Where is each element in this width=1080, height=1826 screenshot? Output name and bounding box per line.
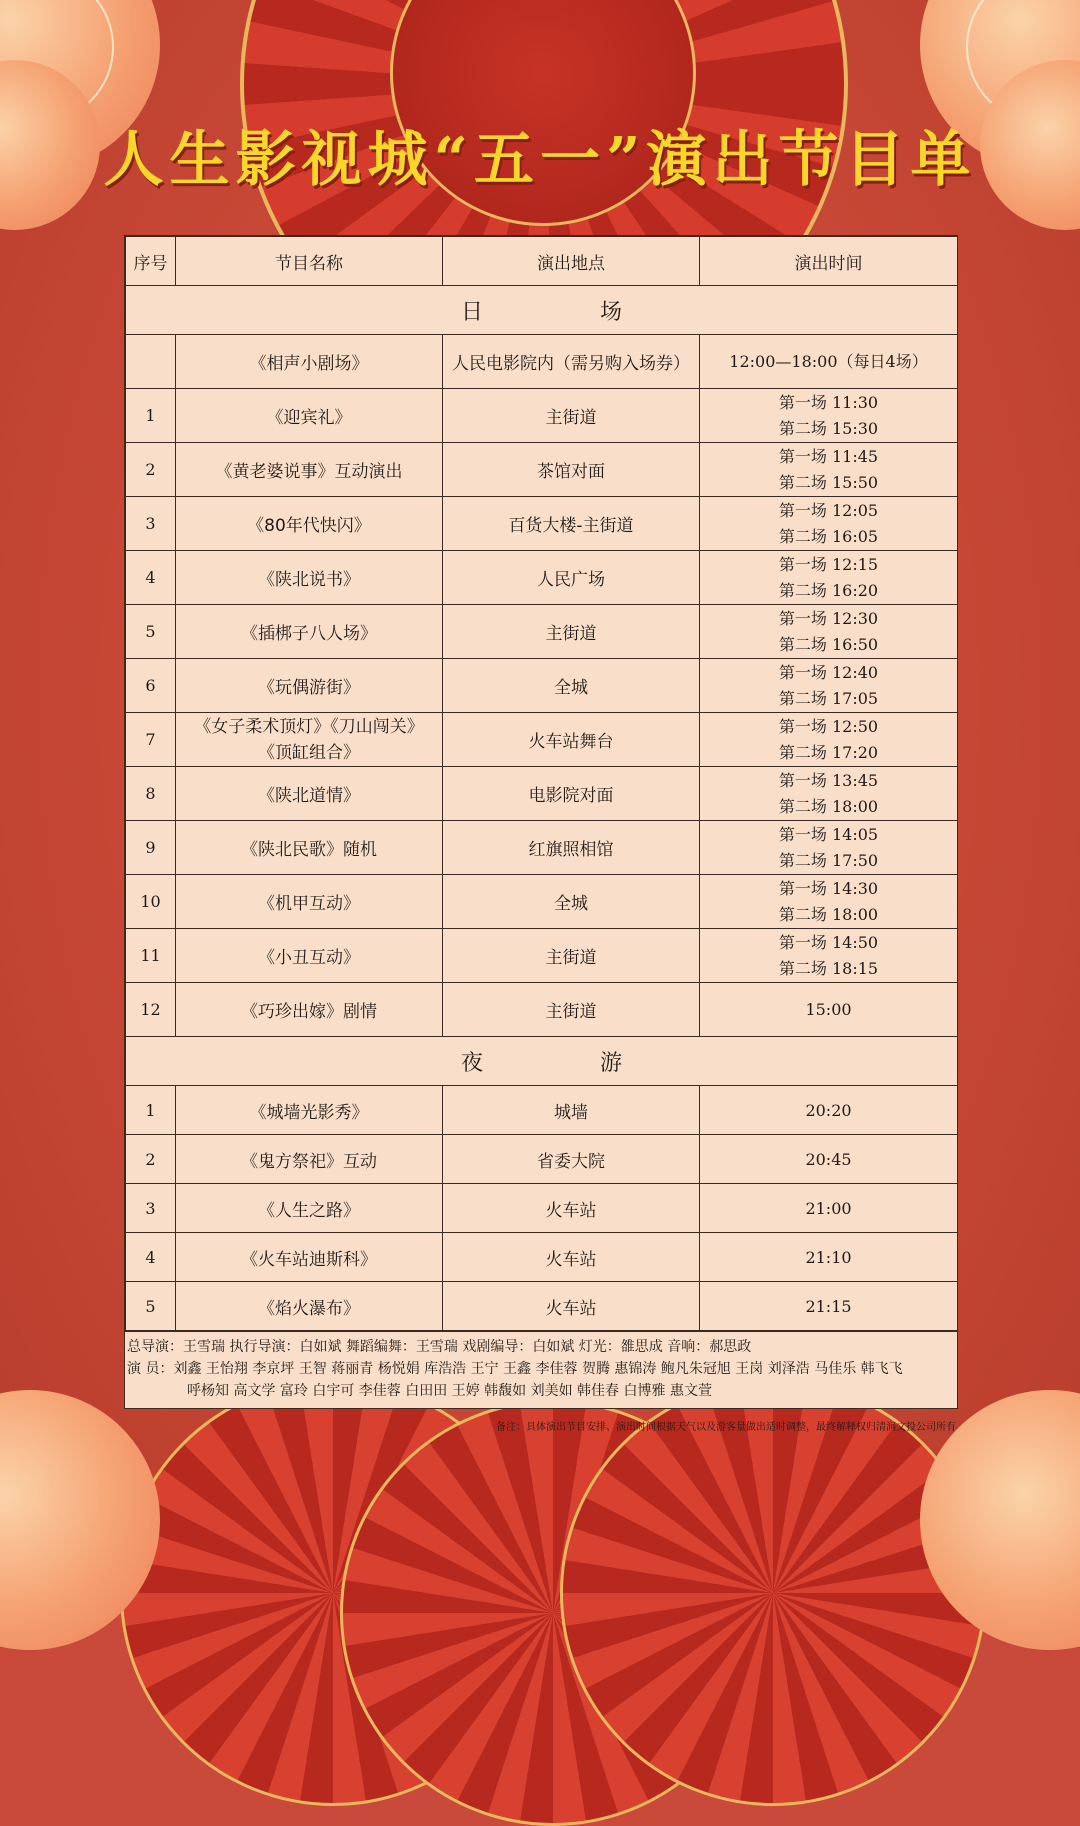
table-row xyxy=(126,1282,958,1331)
row-number: 8 xyxy=(126,767,176,821)
credits xyxy=(125,1331,957,1408)
table-row xyxy=(126,767,958,821)
table-header-row xyxy=(126,237,958,286)
row-number: 12 xyxy=(126,983,176,1037)
footnote: 备注：具体演出节目安排、演出时间根据天气以及游客量做出适时调整，最终解释权归清涧文投公司所有 xyxy=(496,1422,956,1433)
table-row xyxy=(126,983,958,1037)
location: 全城 xyxy=(443,659,700,713)
header-number: 序号 xyxy=(126,237,176,286)
location: 电影院对面 xyxy=(443,767,700,821)
program-name: 《巧珍出嫁》剧情 xyxy=(176,983,443,1037)
row-number: 1 xyxy=(126,389,176,443)
program-name: 《焰火瀑布》 xyxy=(176,1282,443,1331)
show-time: 第二场 16:20 xyxy=(778,580,879,600)
location: 全城 xyxy=(443,875,700,929)
program-name: 《陕北民歌》随机 xyxy=(176,821,443,875)
show-time: 21:15 xyxy=(700,1282,958,1331)
program-name: 《玩偶游街》 xyxy=(176,659,443,713)
program-name: 《小丑互动》 xyxy=(176,929,443,983)
show-time: 第二场 17:05 xyxy=(778,688,879,708)
row-number: 5 xyxy=(126,605,176,659)
show-time: 21:10 xyxy=(700,1233,958,1282)
location: 人民广场 xyxy=(443,551,700,605)
table-row xyxy=(126,875,958,929)
location: 火车站 xyxy=(443,1184,700,1233)
table-row xyxy=(126,389,958,443)
show-times xyxy=(700,659,958,713)
program-name: 《城墙光影秀》 xyxy=(176,1086,443,1135)
page-title: 人生影视城“五一”演出节目单 xyxy=(103,125,977,195)
table-row xyxy=(126,1086,958,1135)
show-time: 第二场 18:00 xyxy=(778,904,879,924)
row-number: 10 xyxy=(126,875,176,929)
location: 百货大楼-主街道 xyxy=(443,497,700,551)
location: 城墙 xyxy=(443,1086,700,1135)
location: 人民电影院内（需另购入场券） xyxy=(443,335,700,389)
location: 茶馆对面 xyxy=(443,443,700,497)
program-name: 《鬼方祭祀》互动 xyxy=(176,1135,443,1184)
show-time: 第一场 13:45 xyxy=(778,770,879,790)
show-times xyxy=(700,335,958,389)
show-time: 第一场 14:30 xyxy=(778,878,879,898)
location: 主街道 xyxy=(443,929,700,983)
row-number xyxy=(126,335,176,389)
row-number: 3 xyxy=(126,1184,176,1233)
show-times xyxy=(700,929,958,983)
location: 主街道 xyxy=(443,983,700,1037)
location: 火车站舞台 xyxy=(443,713,700,767)
show-time: 第二场 17:20 xyxy=(778,742,879,762)
table-row xyxy=(126,929,958,983)
row-number: 9 xyxy=(126,821,176,875)
location: 主街道 xyxy=(443,389,700,443)
row-number: 4 xyxy=(126,1233,176,1282)
row-number: 5 xyxy=(126,1282,176,1331)
program-name: 《80年代快闪》 xyxy=(176,497,443,551)
show-time: 第一场 12:15 xyxy=(778,554,879,574)
show-times xyxy=(700,821,958,875)
credits-cast-continued: 呼杨知 高文学 富玲 白宇可 李佳蓉 白田田 王婷 韩馥如 刘美如 韩佳春 白博雅 惠文萱 xyxy=(187,1383,712,1399)
show-time: 第一场 11:45 xyxy=(778,446,879,466)
show-times xyxy=(700,605,958,659)
row-number: 7 xyxy=(126,713,176,767)
table-row xyxy=(126,551,958,605)
show-time: 20:20 xyxy=(700,1086,958,1135)
location: 红旗照相馆 xyxy=(443,821,700,875)
row-number: 11 xyxy=(126,929,176,983)
table-row xyxy=(126,497,958,551)
program-name xyxy=(176,713,443,767)
table-row xyxy=(126,335,958,389)
credits-cast: 演 员：刘鑫 王怡翔 李京坪 王智 蒋丽青 杨悦娟 库浩浩 王宁 王鑫 李佳蓉 贺腾 惠锦涛 鲍凡朱冠旭 王岗 刘泽浩 马佳乐 韩飞飞 xyxy=(127,1361,903,1377)
location: 主街道 xyxy=(443,605,700,659)
show-time: 第二场 15:50 xyxy=(778,472,879,492)
show-time: 第二场 18:15 xyxy=(778,958,879,978)
table-row xyxy=(126,821,958,875)
program-name-line: 《顶缸组合》 xyxy=(258,742,360,763)
program-name: 《黄老婆说事》互动演出 xyxy=(176,443,443,497)
table-row xyxy=(126,713,958,767)
table-row xyxy=(126,443,958,497)
credits-directors: 总导演：王雪瑞 执行导演：白如斌 舞蹈编舞：王雪瑞 戏剧编导：白如斌 灯光：雒思成 音响：郝思政 xyxy=(127,1339,752,1355)
show-time: 20:45 xyxy=(700,1135,958,1184)
show-time: 第一场 12:40 xyxy=(778,662,879,682)
program-name: 《人生之路》 xyxy=(176,1184,443,1233)
program-name: 《机甲互动》 xyxy=(176,875,443,929)
location: 省委大院 xyxy=(443,1135,700,1184)
program-name: 《迎宾礼》 xyxy=(176,389,443,443)
show-times xyxy=(700,767,958,821)
program-name: 《插梆子八人场》 xyxy=(176,605,443,659)
header-time: 演出时间 xyxy=(700,237,958,286)
night-section-title: 夜 游 xyxy=(461,1050,622,1076)
row-number: 6 xyxy=(126,659,176,713)
row-number: 4 xyxy=(126,551,176,605)
row-number: 3 xyxy=(126,497,176,551)
row-number: 2 xyxy=(126,1135,176,1184)
location: 火车站 xyxy=(443,1282,700,1331)
show-time: 第一场 14:50 xyxy=(778,932,879,952)
row-number: 1 xyxy=(126,1086,176,1135)
program-name: 《相声小剧场》 xyxy=(176,335,443,389)
program-name-line: 《女子柔术顶灯》《刀山闯关》 xyxy=(194,716,424,737)
show-times xyxy=(700,875,958,929)
show-time: 第二场 16:05 xyxy=(778,526,879,546)
show-times xyxy=(700,497,958,551)
table-row xyxy=(126,1135,958,1184)
day-section-row xyxy=(126,286,958,335)
header-location: 演出地点 xyxy=(443,237,700,286)
decorative-fan-bottom-right xyxy=(560,1380,986,1806)
show-time: 第一场 12:50 xyxy=(778,716,879,736)
table-row xyxy=(126,605,958,659)
table-row xyxy=(126,1184,958,1233)
day-section-title: 日 场 xyxy=(461,299,622,325)
show-time: 12:00—18:00（每日4场） xyxy=(729,351,928,371)
night-section-row xyxy=(126,1037,958,1086)
row-number: 2 xyxy=(126,443,176,497)
show-time: 第一场 14:05 xyxy=(778,824,879,844)
show-time: 第一场 12:05 xyxy=(778,500,879,520)
show-times xyxy=(700,983,958,1037)
show-time: 第二场 16:50 xyxy=(778,634,879,654)
program-name: 《火车站迪斯科》 xyxy=(176,1233,443,1282)
show-time: 第一场 11:30 xyxy=(778,392,879,412)
header-program-name: 节目名称 xyxy=(176,237,443,286)
show-time: 第一场 12:30 xyxy=(778,608,879,628)
show-times xyxy=(700,713,958,767)
show-times xyxy=(700,389,958,443)
table-row xyxy=(126,659,958,713)
schedule-table xyxy=(124,235,958,1409)
show-time: 第二场 17:50 xyxy=(778,850,879,870)
program-name: 《陕北道情》 xyxy=(176,767,443,821)
show-time: 15:00 xyxy=(805,999,852,1019)
location: 火车站 xyxy=(443,1233,700,1282)
show-time: 第二场 15:30 xyxy=(778,418,879,438)
program-name: 《陕北说书》 xyxy=(176,551,443,605)
table-row xyxy=(126,1233,958,1282)
show-times xyxy=(700,551,958,605)
show-time: 21:00 xyxy=(700,1184,958,1233)
show-time: 第二场 18:00 xyxy=(778,796,879,816)
show-times xyxy=(700,443,958,497)
